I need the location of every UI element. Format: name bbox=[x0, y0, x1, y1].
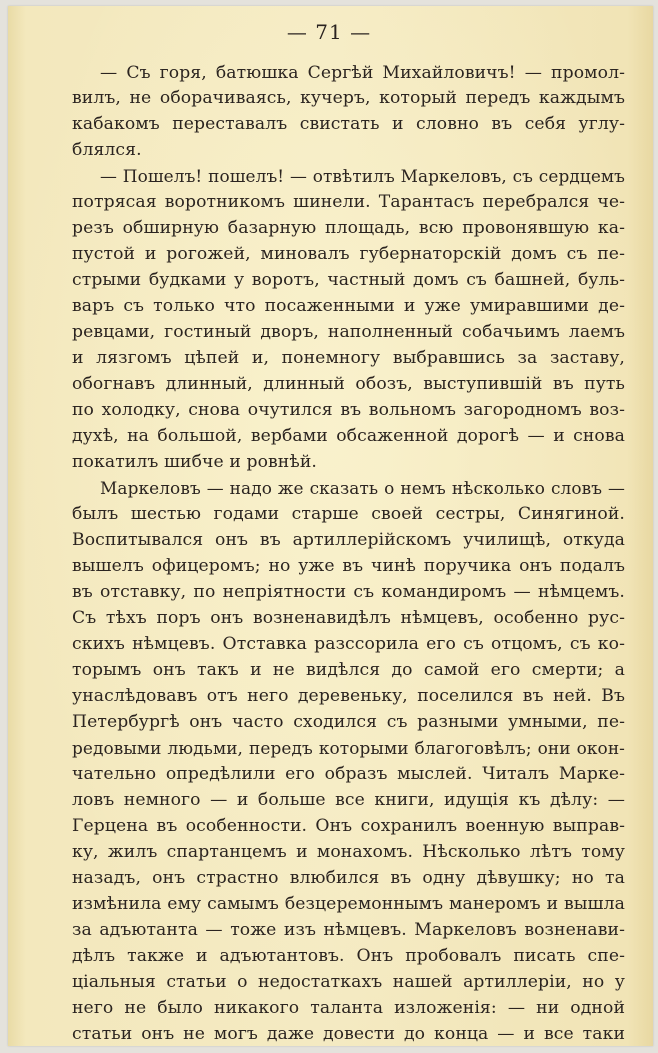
text-line: вышелъ офицеромъ; но уже въ чинѣ поручика онъ подалъ bbox=[72, 556, 625, 576]
text-line: потрясая воротникомъ шинели. Тарантасъ перебрался че- bbox=[72, 192, 625, 212]
text-line: кабакомъ переставалъ свистать и словно въ себя углу- bbox=[72, 114, 625, 134]
text-line: по холодку, снова очутился въ вольномъ загородномъ воз- bbox=[72, 400, 625, 420]
text-line: назадъ, онъ страстно влюбился въ одну дѣвушку; но та bbox=[72, 868, 625, 888]
text-line: варъ съ только что посаженными и уже умиравшими де- bbox=[72, 296, 625, 316]
text-line: — Съ горя, батюшка Сергѣй Михайловичъ! — промол- bbox=[100, 63, 625, 83]
text-line: редовыми людьми, передъ которыми благоговѣлъ; они окон- bbox=[72, 738, 625, 758]
text-line: — Пошелъ! пошелъ! — отвѣтилъ Маркеловъ, съ сердцемъ bbox=[100, 166, 625, 186]
text-line: ку, жилъ спартанцемъ и монахомъ. Нѣсколько лѣтъ тому bbox=[72, 842, 625, 862]
text-line: ревцами, гостиный дворъ, наполненный собачьимъ лаемъ bbox=[72, 322, 625, 342]
text-line: него не было никакого таланта изложенія: — ни одной bbox=[72, 998, 625, 1018]
text-line: скихъ нѣмцевъ. Отставка разссорила его съ отцомъ, съ ко- bbox=[72, 634, 625, 654]
text-line: покатилъ шибче и ровнѣй. bbox=[72, 452, 317, 472]
text-line: духѣ, на большой, вербами обсаженной дорогѣ — и снова bbox=[72, 426, 625, 446]
text-line: чательно опредѣлили его образъ мыслей. Читалъ Марке- bbox=[72, 764, 625, 784]
text-line: статьи онъ не могъ даже довести до конца — и все таки bbox=[72, 1024, 625, 1044]
text-line: обогнавъ длинный, длинный обозъ, выступившій въ путь bbox=[72, 374, 625, 394]
text-line: стрыми будками у воротъ, частный домъ съ башней, буль- bbox=[72, 270, 625, 290]
text-line: вилъ, не оборачиваясь, кучеръ, который передъ каждымъ bbox=[72, 88, 625, 108]
text-line: Воспитывался онъ въ артиллерійскомъ училищѣ, откуда bbox=[72, 530, 625, 550]
book-page bbox=[8, 6, 653, 1046]
text-line: Маркеловъ — надо же сказать о немъ нѣсколько словъ — bbox=[100, 478, 625, 498]
text-line: торымъ онъ такъ и не видѣлся до самой его смерти; а bbox=[72, 660, 625, 680]
text-line: за адъютанта — тоже изъ нѣмцевъ. Маркеловъ возненави- bbox=[72, 920, 625, 940]
text-line: Петербургѣ онъ часто сходился съ разными умными, пе- bbox=[72, 712, 625, 732]
text-line: пустой и рогожей, миновалъ губернаторскій домъ съ пе- bbox=[72, 244, 625, 264]
text-line: блялся. bbox=[72, 140, 142, 160]
text-line: дѣлъ также и адъютантовъ. Онъ пробовалъ писать спе- bbox=[72, 946, 625, 966]
text-line: и лязгомъ цѣпей и, понемногу выбравшись за заставу, bbox=[72, 348, 625, 368]
text-line: резъ обширную базарную площадь, всю провонявшую ка- bbox=[72, 218, 625, 238]
text-line: унаслѣдовавъ отъ него деревеньку, поселился въ ней. Въ bbox=[72, 686, 625, 706]
text-line: былъ шестью годами старше своей сестры, Синягиной. bbox=[72, 504, 625, 524]
text-line: Съ тѣхъ поръ онъ возненавидѣлъ нѣмцевъ, особенно рус- bbox=[72, 608, 625, 628]
text-line: ловъ немного — и больше все книги, идущія къ дѣлу: — bbox=[72, 790, 625, 810]
page-number: — 71 — bbox=[286, 20, 372, 44]
text-line: ціальныя статьи о недостаткахъ нашей артиллеріи, но у bbox=[72, 972, 625, 992]
text-line: въ отставку, по непріятности съ командиромъ — нѣмцемъ. bbox=[72, 582, 625, 602]
text-line: измѣнила ему самымъ безцеремоннымъ манеромъ и вышла bbox=[72, 894, 625, 914]
text-line: Герцена въ особенности. Онъ сохранилъ военную выправ- bbox=[72, 816, 625, 836]
